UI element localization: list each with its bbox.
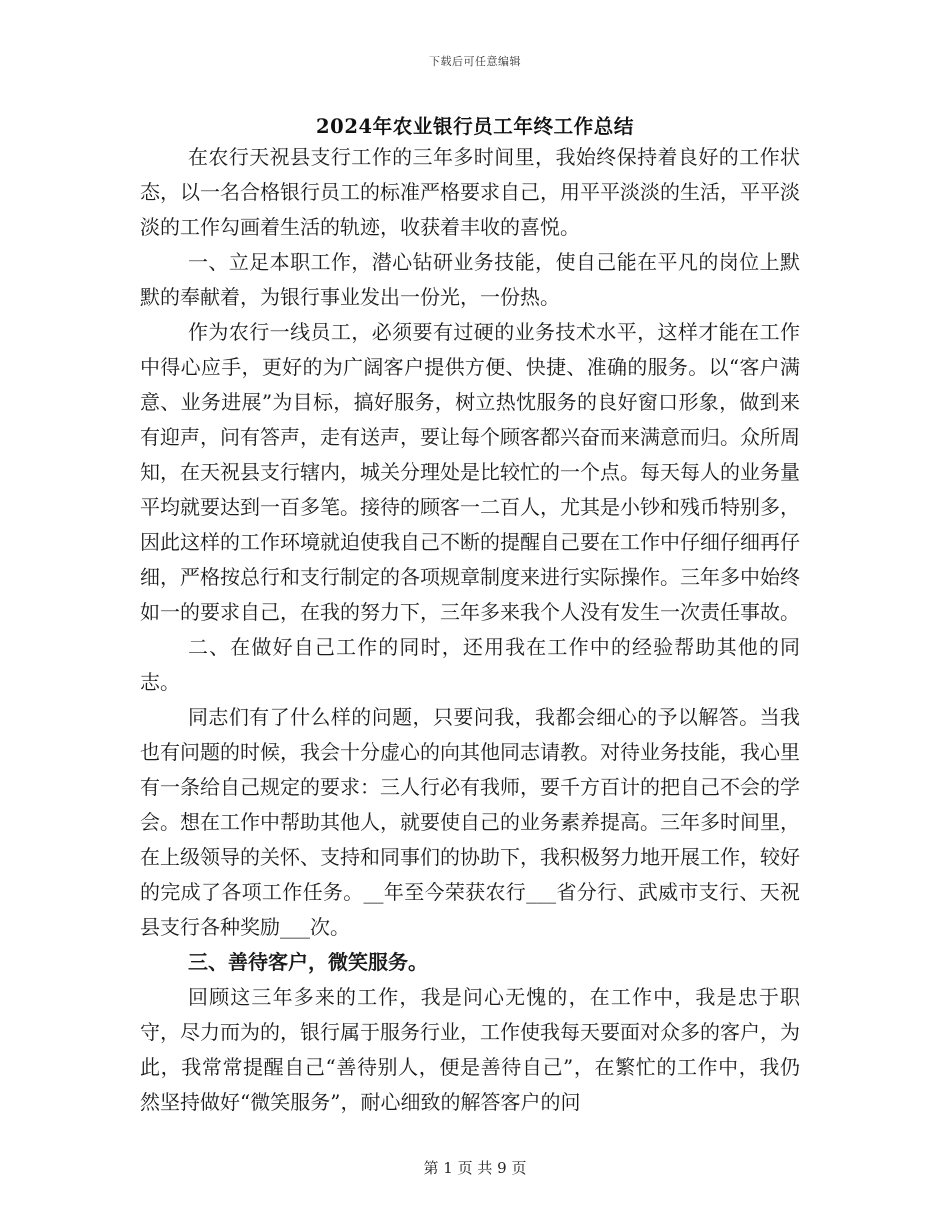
paragraph-section-2: 同志们有了什么样的问题，只要问我，我都会细心的予以解答。当我也有问题的时候，我会十分虚心的向其他同志请教。对待业务技能，我心里有一条给自己规定的要求：三人行必有我师，要千方百计的把自己不会的学会。想在工作中帮助其他人，就要使自己的业务素养提高。三年多时间里，在上级领导的关怀、支持和同事们的协助下，我积极努力地开展工作，较好的完成了各项工作任务。__年至今荣获农行___省分行、武威市支行、天祝县支行各种奖励___次。 [140, 705, 800, 939]
section-heading-1: 一、立足本职工作，潜心钻研业务技能，使自己能在平凡的岗位上默默的奉献着，为银行事业发出一份光，一份热。 [140, 250, 800, 309]
section-heading-2: 二、在做好自己工作的同时，还用我在工作中的经验帮助其他的同志。 [140, 635, 800, 694]
paragraph-section-1: 作为农行一线员工，必须要有过硬的业务技术水平，这样才能在工作中得心应手，更好的为广阔客户提供方便、快捷、准确的服务。以“客户满意、业务进展”为目标，搞好服务，树立热忱服务的良好窗口形象，做到来有迎声，问有答声，走有送声，要让每个顾客都兴奋而来满意而归。众所周知，在天祝县支行辖内，城关分理处是比较忙的一个点。每天每人的业务量平均就要达到一百多笔。接待的顾客一二百人，尤其是小钞和残币特别多，因此这样的工作环境就迫使我自己不断的提醒自己要在工作中仔细仔细再仔细，严格按总行和支行制定的各项规章制度来进行实际操作。三年多中始终如一的要求自己，在我的努力下，三年多来我个人没有发生一次责任事故。 [140, 320, 800, 624]
document-body [140, 140, 800, 1120]
paragraph-section-3: 回顾这三年多来的工作，我是问心无愧的，在工作中，我是忠于职守，尽力而为的，银行属于服务行业，工作使我每天要面对众多的客户，为此，我常常提醒自己“善待别人，便是善待自己”，在繁忙的工作中，我仍然坚持做好“微笑服务”，耐心细致的解答客户的问 [140, 985, 800, 1114]
section-heading-3: 三、善待客户，微笑服务。 [188, 950, 428, 974]
page-number: 第 1 页 共 9 页 [423, 1159, 527, 1177]
document-title: 2024年农业银行员工年终工作总结 [316, 115, 634, 138]
header-note: 下载后可任意编辑 [429, 55, 521, 68]
paragraph-intro: 在农行天祝县支行工作的三年多时间里，我始终保持着良好的工作状态，以一名合格银行员工的标准严格要求自己，用平平淡淡的生活，平平淡淡的工作勾画着生活的轨迹，收获着丰收的喜悦。 [140, 145, 800, 239]
